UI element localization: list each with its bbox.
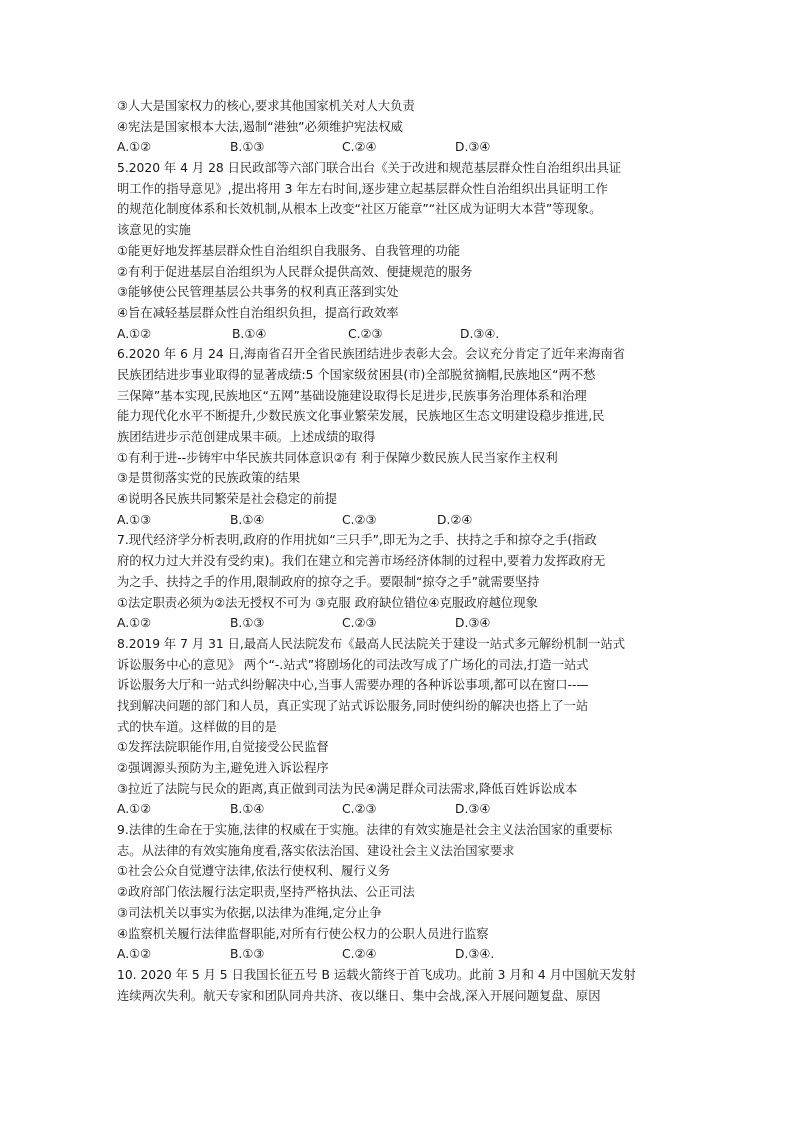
exam-page: [117, 96, 687, 1006]
option-d: D.③④.: [455, 947, 495, 962]
question-9: [117, 820, 687, 965]
question-4-tail: [117, 96, 687, 158]
question-stem: 府的权力过大并没有受约束)。我们在建立和完善市场经济体制的过程中,要着力发挥政府无: [117, 554, 606, 569]
question-stem: 找到解决问题的部门和人员，真正实现了站式诉讼服务,同时使纠纷的解决也搭上了一站: [117, 698, 589, 713]
choice-item: ④旨在减轻基层群众性自治组织负担，提高行政效率: [117, 305, 399, 320]
question-stem: 6.2020 年 6 月 24 日,海南省召开全省民族团结进步表彰大会。会议充分肯定了近年来海南省: [117, 347, 626, 362]
question-6: [117, 344, 687, 530]
option-c: C.②④: [342, 947, 377, 962]
choice-item: ①发挥法院职能作用,自觉接受公民监督: [117, 740, 329, 755]
option-b: B.①④: [230, 512, 265, 527]
option-b: B.①④: [232, 326, 267, 341]
option-c: C.②③: [342, 512, 377, 527]
option-d: D.③④: [455, 616, 491, 631]
choice-item: ③能够使公民管理基层公共事务的权利真正落到实处: [117, 285, 399, 300]
option-a: A.①③: [117, 512, 152, 527]
choice-item: ①有利于进--步铸牢中华民族共同体意识②有 利于保障少数民族人民当家作主权利: [117, 450, 558, 465]
choice-item: ②强调源头预防为主,避免进入诉讼程序: [117, 761, 329, 775]
choice-item: ①能更好地发挥基层群众性自治组织自我服务、自我管理的功能: [117, 243, 461, 258]
question-stem: 7.现代经济学分析表明,政府的作用扰如“三只手”,即无为之手、扶持之手和掠夺之手(指政: [117, 533, 597, 548]
answer-options: [117, 510, 687, 531]
question-stem: 连续两次失利。航天专家和团队同舟共济、夜以继日、集中会战,深入开展问题复盘、原因: [117, 988, 601, 1003]
question-stem: 5.2020 年 4 月 28 日民政部等六部门联合出台《关于改进和规范基层群众性自治组织出具证: [117, 161, 622, 176]
option-b: B.①④: [230, 802, 265, 817]
question-stem: 诉讼服务大厅和一站式纠纷解决中心,当事人需要办理的各种诉讼事项,都可以在窗口--—: [117, 678, 589, 693]
question-5: [117, 158, 687, 344]
choice-item: ②有利于促进基层自治组织为人民群众提供高效、便捷规范的服务: [117, 264, 473, 279]
answer-options: [117, 944, 687, 965]
choice-item: ①社会公众自觉遵守法律,依法行使权利、履行义务: [117, 864, 391, 879]
option-b: B.①③: [230, 616, 265, 631]
question-8: [117, 634, 687, 820]
option-d: D.③④.: [460, 326, 500, 341]
question-stem: 为之手、扶持之手的作用,限制政府的掠夺之手。要限制“掠夺之手”就需要坚持: [117, 574, 540, 589]
choice-item: ④说明各民族共同繁荣是社会稳定的前提: [117, 492, 338, 507]
question-stem: 民族团结进步事业取得的显著成绩:5 个国家级贫困县(市)全部脱贫摘帽,民族地区“两不愁: [117, 367, 596, 382]
option-d: D.③④: [455, 802, 491, 817]
choice-item: ③拉近了法院与民众的距离,真正做到司法为民④满足群众司法需求,降低百姓诉讼成本: [117, 781, 578, 796]
option-b: B.①③: [230, 947, 265, 962]
question-7: [117, 530, 687, 633]
option-a: A.①②: [117, 802, 152, 817]
choice-item: ④监察机关履行法律监督职能,对所有行使公权力的公职人员进行监察: [117, 926, 489, 941]
option-a: A.①②: [117, 140, 152, 155]
choice-item: ③人大是国家权力的核心,要求其他国家机关对人大负责: [117, 99, 415, 113]
option-a: A.①②: [117, 947, 152, 962]
choice-item: ④宪法是国家根本大法,遏制“港独”必须维护宪法权威: [117, 119, 403, 134]
question-stem: 能力现代化水平不断提升,少数民族文化事业繁荣发展，民族地区生态文明建设稳步推进,民: [117, 409, 605, 424]
question-stem: 诉讼服务中心的意见》 两个“-.站式”将剧场化的司法改写成了广场化的司法,打造一站式: [117, 657, 589, 672]
choice-item: ③是贯彻落实党的民族政策的结果: [117, 471, 301, 486]
question-stem: 8.2019 年 7 月 31 日,最高人民法院发布《最高人民法院关于建设一站式多元解纷机制一站式: [117, 636, 626, 651]
choice-item: ③司法机关以事实为依据,以法律为准绳,定分止争: [117, 905, 382, 920]
option-d: D.③④: [455, 140, 491, 155]
choice-item: ②政府部门依法履行法定职责,坚持严格执法、公正司法: [117, 885, 415, 900]
question-stem: 的规范化制度体系和长效机制,从根本上改变“社区万能章”“社区成为证明大本营”等现象。: [117, 202, 602, 217]
question-stem: 该意见的实施: [117, 223, 191, 238]
answer-options: [117, 799, 687, 820]
option-a: A.①②: [117, 616, 152, 631]
option-d: D.②④: [437, 512, 473, 527]
option-b: B.①③: [230, 140, 265, 155]
answer-options: [117, 613, 687, 634]
question-stem: 族团结进步示范创建成果丰硕。上述成绩的取得: [117, 430, 376, 444]
question-stem: 明工作的指导意见》,提出将用 3 年左右时间,逐步建立起基层群众性自治组织出具证明工作: [117, 181, 608, 196]
choice-item: ①法定职责必须为②法无授权不可为 ③克服 政府缺位错位④克服政府越位现象: [117, 595, 538, 610]
answer-options: [117, 137, 687, 158]
question-stem: 志。从法律的有效实施角度看,落实依法治国、建设社会主义法治国家要求: [117, 843, 515, 858]
option-c: C.②③: [342, 802, 377, 817]
option-c: C.②③: [342, 616, 377, 631]
answer-options: [117, 324, 687, 345]
question-stem: 10. 2020 年 5 月 5 日我国长征五号 B 运载火箭终于首飞成功。此前 3 月和 4 月中国航天发射: [117, 967, 636, 982]
question-10: [117, 965, 687, 1006]
question-stem: 三保障”基本实现,民族地区“五网”基础设施建设取得长足进步,民族事务治理体系和治理: [117, 388, 587, 403]
question-stem: 式的快车道。这样做的目的是: [117, 719, 277, 734]
question-stem: 9.法律的生命在于实施,法律的权威在于实施。法律的有效实施是社会主义法治国家的重要标: [117, 823, 613, 838]
option-c: C.②③: [348, 326, 383, 341]
option-a: A.①②: [117, 326, 152, 341]
option-c: C.②④: [342, 140, 377, 155]
